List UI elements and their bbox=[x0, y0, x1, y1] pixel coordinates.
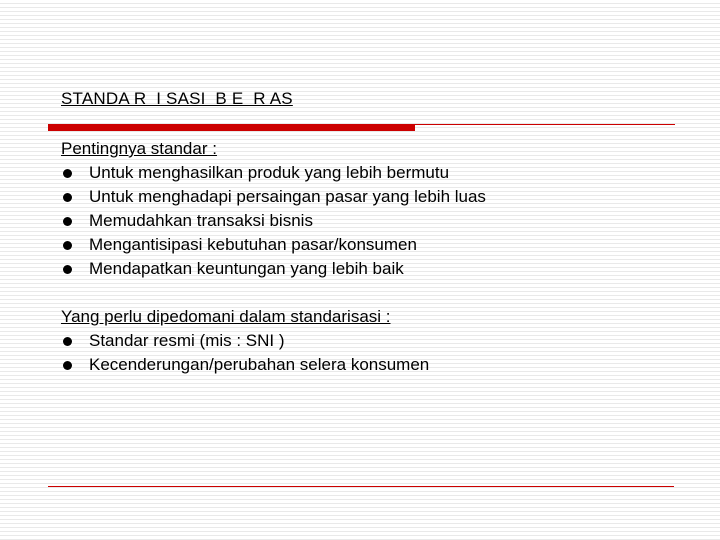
guideline-list bbox=[61, 329, 429, 377]
bullet-icon bbox=[63, 193, 72, 202]
list-item-text: Kecenderungan/perubahan selera konsumen bbox=[89, 355, 430, 374]
list-item bbox=[61, 185, 486, 209]
importance-section bbox=[61, 137, 486, 281]
importance-heading: Pentingnya standar : bbox=[61, 139, 217, 158]
bullet-icon bbox=[63, 217, 72, 226]
list-item bbox=[61, 257, 486, 281]
guideline-heading: Yang perlu dipedomani dalam standarisasi : bbox=[61, 307, 391, 326]
footer-divider bbox=[48, 486, 674, 487]
slide-title: STANDA R I SASI B E R AS bbox=[61, 89, 293, 108]
bullet-icon bbox=[63, 361, 72, 370]
list-item-text: Mengantisipasi kebutuhan pasar/konsumen bbox=[89, 235, 417, 254]
bullet-icon bbox=[63, 265, 72, 274]
list-item-text: Mendapatkan keuntungan yang lebih baik bbox=[89, 259, 404, 278]
list-item bbox=[61, 209, 486, 233]
bullet-icon bbox=[63, 337, 72, 346]
list-item bbox=[61, 353, 429, 377]
importance-list bbox=[61, 161, 486, 281]
list-item bbox=[61, 161, 486, 185]
title-divider-thick bbox=[48, 124, 415, 131]
title-divider-thin bbox=[415, 124, 675, 125]
list-item-text: Untuk menghadapi persaingan pasar yang lebih luas bbox=[89, 187, 486, 206]
list-item-text: Standar resmi (mis : SNI ) bbox=[89, 331, 285, 350]
bullet-icon bbox=[63, 169, 72, 178]
list-item-text: Untuk menghasilkan produk yang lebih bermutu bbox=[89, 163, 450, 182]
list-item bbox=[61, 233, 486, 257]
list-item-text: Memudahkan transaksi bisnis bbox=[89, 211, 313, 230]
guideline-section bbox=[61, 305, 429, 377]
list-item bbox=[61, 329, 429, 353]
bullet-icon bbox=[63, 241, 72, 250]
title-divider bbox=[48, 122, 675, 131]
